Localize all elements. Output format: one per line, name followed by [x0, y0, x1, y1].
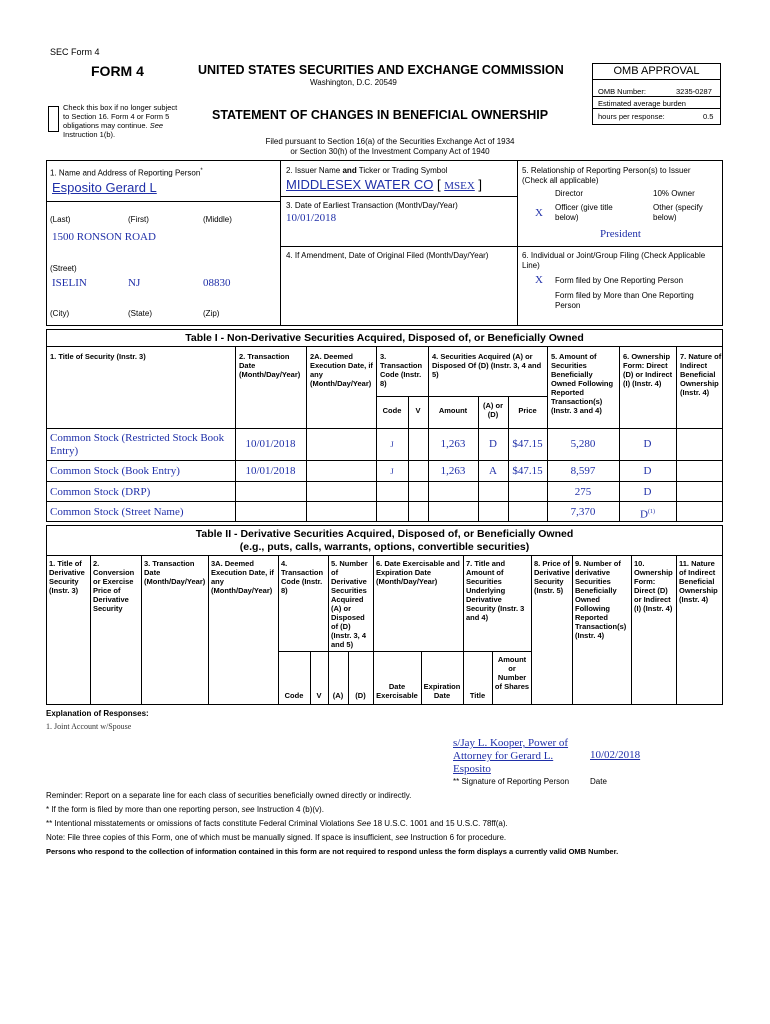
- t1-r1-title: Common Stock (Restricted Stock Book Entry): [50, 432, 225, 457]
- t1-h6: 6. Ownership Form: Direct (D) or Indirect (I) (Instr. 4): [623, 352, 673, 388]
- omb-burden-label: Estimated average burden: [598, 99, 686, 108]
- t1-h3: 3. Transaction Code (Instr. 8): [380, 352, 423, 388]
- city-value: ISELIN: [52, 277, 87, 289]
- box1-label: 1. Name and Address of Reporting Person*: [50, 168, 203, 178]
- omb-number-value: 3235-0287: [676, 87, 712, 96]
- t2-h4: 4. Transaction Code (Instr. 8): [281, 559, 324, 595]
- signature[interactable]: s/Jay L. Kooper, Power of Attorney for Gerard L. Esposito: [453, 737, 569, 775]
- box5-label: 5. Relationship of Reporting Person(s) to Issuer (Check all applicable): [522, 166, 691, 185]
- t1-r4-form: $D^{(1)}$: [640, 508, 655, 521]
- zip-value: 08830: [203, 277, 231, 289]
- t1-r3-owned: 275: [574, 486, 592, 498]
- t2-h3a: 3A. Deemed Execution Date, if any (Month/Day/Year): [211, 559, 274, 595]
- t1-r1-amount: 1,263: [440, 438, 466, 450]
- date-label: Date: [590, 777, 607, 786]
- t1-r2-date: 10/01/2018: [245, 465, 296, 477]
- table2-title: Table II - Derivative Securities Acquired, Disposed of, or Beneficially Owned (e.g., puts, calls, warrants, options, convertible securities): [195, 528, 574, 553]
- t2-h7: 7. Title and Amount of Securities Underlying Derivative Security (Instr. 3 and 4): [466, 559, 525, 622]
- star-note: * If the form is filed by more than one reporting person, see Instruction 4 (b)(v).: [46, 805, 324, 814]
- reporting-person-name[interactable]: Esposito Gerard L: [52, 180, 157, 195]
- t1-r3-form: D: [643, 486, 652, 498]
- t1-sub-amount: Amount: [438, 406, 468, 415]
- no-longer-subject-checkbox[interactable]: [48, 106, 59, 132]
- other-label: Other (specify below): [653, 203, 703, 222]
- officer-label: Officer (give title below): [555, 203, 613, 222]
- footnote-1: 1. Joint Account w/Spouse: [46, 722, 132, 731]
- statement-title: STATEMENT OF CHANGES IN BENEFICIAL OWNERSHIP: [212, 108, 549, 122]
- t2-h2: 2. Conversion or Exercise Price of Derivative Security: [93, 559, 135, 613]
- t1-r4-title: Common Stock (Street Name): [50, 506, 184, 518]
- box2-label: 2. Issuer Name and Ticker or Trading Symbol: [286, 166, 448, 175]
- t2-h8: 8. Price of Derivative Security (Instr. 5): [534, 559, 570, 595]
- t1-r2-price: $47.15: [512, 465, 543, 477]
- middle-label: (Middle): [203, 215, 232, 224]
- last-label: (Last): [50, 215, 71, 224]
- note-line: Note: File three copies of this Form, one of which must be manually signed. If space is insufficient, see Instruction 6 for procedure.: [46, 833, 507, 842]
- t2-sub-amount: Amount or Number of Shares: [494, 655, 530, 691]
- checkbox-note: Check this box if no longer subject to Section 16. Form 4 or Form 5 obligations may continue. See Instruction 1(b).: [63, 103, 178, 139]
- street-value: 1500 RONSON ROAD: [52, 231, 156, 243]
- t1-r1-price: $47.15: [512, 438, 543, 450]
- t1-h2a: 2A. Deemed Execution Date, if any (Month/Day/Year): [310, 352, 373, 388]
- t2-sub-d: (D): [355, 691, 366, 700]
- t2-h1: 1. Title of Derivative Security (Instr. 3): [49, 559, 85, 595]
- signature-date: 10/02/2018: [590, 749, 641, 761]
- t1-r1-form: D: [643, 438, 652, 450]
- sec-form-label: SEC Form 4: [50, 47, 100, 57]
- box3-label: 3. Date of Earliest Transaction (Month/Day/Year): [286, 201, 458, 210]
- t2-sub-a: (A): [332, 691, 344, 700]
- t1-sub-v: V: [415, 406, 421, 415]
- t1-h5: 5. Amount of Securities Beneficially Owned Following Reported Transaction(s) (Instr. 3 and 4): [551, 352, 614, 415]
- t1-r2-code: J: [390, 467, 394, 476]
- t1-r1-date: 10/01/2018: [245, 438, 296, 450]
- state-label: (State): [128, 309, 153, 318]
- t1-sub-aord: (A) or (D): [483, 401, 503, 419]
- t2-h6: 6. Date Exercisable and Expiration Date (Month/Day/Year): [376, 559, 460, 586]
- omb-hours-value: 0.5: [703, 112, 714, 121]
- box4-label: 4. If Amendment, Date of Original Filed (Month/Day/Year): [286, 251, 489, 260]
- t2-h10: 10. Ownership Form: Direct (D) or Indirect (I) (Instr. 4): [634, 559, 673, 613]
- signature-label: ** Signature of Reporting Person: [453, 777, 570, 786]
- agency-address: Washington, D.C. 20549: [310, 78, 397, 87]
- t1-r1-aord: D: [489, 438, 497, 450]
- t2-h5: 5. Number of Derivative Securities Acquired (A) or Disposed of (D) (Instr. 3, 4 and 5): [331, 559, 368, 649]
- reminder: Reminder: Report on a separate line for each class of securities beneficially owned directly or indirectly.: [46, 791, 412, 800]
- footnote-ref: (1): [647, 509, 655, 515]
- first-label: (First): [128, 215, 149, 224]
- t1-r2-amount: 1,263: [440, 465, 466, 477]
- t2-sub-v: V: [316, 691, 322, 700]
- t2-sub-exp: Expiration Date: [423, 682, 461, 700]
- explanation-heading: Explanation of Responses:: [46, 709, 149, 718]
- t1-sub-price: Price: [518, 406, 537, 415]
- omb-hours-label: hours per response:: [598, 112, 665, 121]
- t1-r2-title: Common Stock (Book Entry): [50, 465, 180, 477]
- more-persons-label: Form filed by More than One Reporting Person: [555, 291, 694, 310]
- one-person-label: Form filed by One Reporting Person: [555, 276, 684, 285]
- t1-r2-owned: 8,597: [570, 465, 596, 477]
- form-title: FORM 4: [91, 63, 144, 79]
- t2-sub-title: Title: [469, 691, 486, 700]
- director-label: Director: [555, 189, 584, 198]
- t2-h11: 11. Nature of Indirect Beneficial Ownership (Instr. 4): [679, 559, 718, 604]
- ten-pct-label: 10% Owner: [653, 189, 695, 198]
- table1-title: Table I - Non-Derivative Securities Acquired, Disposed of, or Beneficially Owned: [185, 332, 584, 344]
- t1-h7: 7. Nature of Indirect Beneficial Ownership (Instr. 4): [680, 352, 722, 397]
- t2-sub-date-ex: Date Exercisable: [376, 682, 418, 700]
- t1-r4-owned: 7,370: [570, 506, 596, 518]
- box6-label: 6. Individual or Joint/Group Filing (Check Applicable Line): [522, 251, 706, 270]
- issuer-name[interactable]: MIDDLESEX WATER CO: [286, 177, 434, 192]
- earliest-transaction-date: 10/01/2018: [286, 212, 337, 224]
- persons-note: Persons who respond to the collection of information contained in this form are not required to respond unless the form displays a currently valid OMB Number.: [46, 847, 619, 856]
- t1-r2-form: D: [643, 465, 652, 477]
- t1-r2-aord: A: [489, 465, 497, 477]
- double-star-note: ** Intentional misstatements or omissions of facts constitute Federal Criminal Violations See 18 U.S.C. 1001 and 15 U.S.C. 78ff(a).: [46, 819, 508, 828]
- zip-label: (Zip): [203, 309, 220, 318]
- city-label: (City): [50, 309, 70, 318]
- state-value: NJ: [128, 277, 141, 289]
- t1-sub-code: Code: [382, 406, 402, 415]
- t1-r3-title: Common Stock (DRP): [50, 486, 151, 498]
- t1-h1: 1. Title of Security (Instr. 3): [50, 352, 146, 361]
- t2-sub-code: Code: [284, 691, 304, 700]
- officer-mark[interactable]: X: [535, 207, 543, 219]
- omb-number-label: OMB Number:: [598, 87, 646, 96]
- issuer-line: MIDDLESEX WATER CO [ MSEX ]: [286, 177, 483, 192]
- filed-pursuant: Filed pursuant to Section 16(a) of the Securities Exchange Act of 1934 or Section 30(h) of the Investment Company Act of 1940: [265, 137, 515, 156]
- t1-r1-code: J: [390, 440, 394, 449]
- one-person-mark[interactable]: X: [535, 274, 543, 286]
- t2-h3: 3. Transaction Date (Month/Day/Year): [144, 559, 206, 586]
- t1-h4: 4. Securities Acquired (A) or Disposed Of (D) (Instr. 3, 4 and 5): [432, 352, 542, 379]
- ticker-symbol[interactable]: MSEX: [444, 180, 475, 192]
- omb-title: OMB APPROVAL: [613, 65, 700, 77]
- t1-r1-owned: 5,280: [570, 438, 596, 450]
- t1-h2: 2. Transaction Date (Month/Day/Year): [239, 352, 301, 379]
- street-label: (Street): [50, 264, 77, 273]
- agency-title: UNITED STATES SECURITIES AND EXCHANGE COMMISSION: [198, 63, 564, 77]
- officer-title: President: [600, 228, 641, 240]
- t2-h9: 9. Number of derivative Securities Beneficially Owned Following Reported Transaction(s) (Instr. 4): [575, 559, 627, 640]
